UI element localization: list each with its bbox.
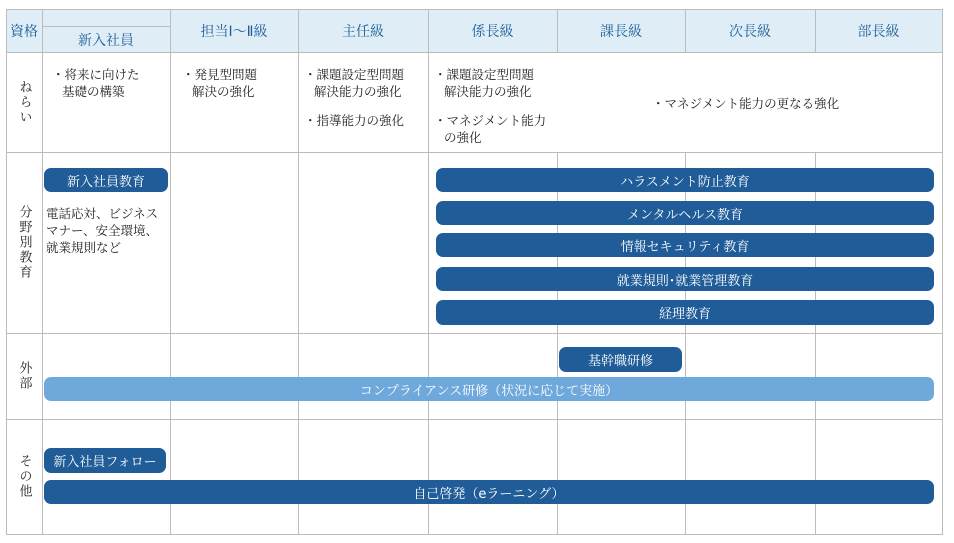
shinnyu-kyoiku-desc xyxy=(46,205,158,256)
grid-vline xyxy=(428,9,429,535)
grid-vline xyxy=(170,9,171,535)
header-shunin: 主任級 xyxy=(342,23,384,40)
header-bucho: 部長級 xyxy=(857,23,900,40)
nerai-shunin-2: ・指導能力の強化 xyxy=(304,113,405,128)
info-security-bar: 情報セキュリティ教育 xyxy=(436,233,934,257)
shinnyu-header-white-top xyxy=(42,9,170,26)
nerai-shunin-1 xyxy=(304,66,404,100)
grid-vline xyxy=(557,9,558,52)
nerai-tanto-line2: 解決の強化 xyxy=(192,84,255,99)
grid-hline xyxy=(6,534,943,535)
nerai-kakari-1-line2: 解決能力の強化 xyxy=(444,84,532,99)
row-label-nerai: ねらい xyxy=(16,79,32,125)
nerai-kakari-2 xyxy=(434,112,546,146)
shinnyu-desc-line3: 就業規則など xyxy=(46,240,122,255)
compliance-bar: コンプライアンス研修（状況に応じて実施） xyxy=(44,377,934,401)
nerai-tanto xyxy=(182,66,257,100)
grid-vline xyxy=(815,9,816,52)
grid-hline xyxy=(6,152,943,153)
grid-hline xyxy=(6,9,943,10)
header-kakari: 係長級 xyxy=(471,23,514,40)
header-shikaku: 資格 xyxy=(10,23,38,40)
header-jicho: 次長級 xyxy=(729,23,771,40)
nerai-shunin-1-line2: 解決能力の強化 xyxy=(314,84,402,99)
nerai-shunin-1-line1: ・課題設定型問題 xyxy=(304,67,405,82)
shinnyu-kyoiku-bar: 新入社員教育 xyxy=(44,168,168,192)
grid-vline xyxy=(685,9,686,52)
self-development-bar: 自己啓発（eラーニング） xyxy=(44,480,934,504)
nerai-tanto-line1: ・発見型問題 xyxy=(182,67,258,82)
grid-vline xyxy=(42,9,43,535)
shinnyu-follow-bar: 新入社員フォロー xyxy=(44,448,166,473)
shinnyu-desc-line2: マナー、安全環境、 xyxy=(46,223,159,238)
header-tanto: 担当Ⅰ～Ⅱ級 xyxy=(200,23,268,40)
grid-vline xyxy=(298,9,299,535)
work-rules-bar: 就業規則･就業管理教育 xyxy=(436,267,934,291)
nerai-kakari-2-line1: ・マネジメント能力 xyxy=(434,113,547,128)
grid-hline xyxy=(6,419,943,420)
nerai-shinnyu-line1: ・将来に向けた xyxy=(52,67,140,82)
header-kacho: 課長級 xyxy=(600,23,642,40)
mental-health-bar: メンタルヘルス教育 xyxy=(436,201,934,225)
header-shinnyu: 新入社員 xyxy=(78,32,134,49)
kikan-kenshu-bar: 基幹職研修 xyxy=(559,347,682,372)
nerai-shinnyu xyxy=(52,66,140,100)
nerai-kakari-1 xyxy=(434,66,534,100)
shinnyu-desc-line1: 電話応対、ビジネス xyxy=(46,206,159,221)
grid-vline xyxy=(942,9,943,535)
accounting-bar: 経理教育 xyxy=(436,300,934,325)
grid-hline xyxy=(42,26,170,27)
row-label-bunya: 分野別教育 xyxy=(16,205,32,280)
nerai-kakari-2-line2: の強化 xyxy=(444,130,482,145)
grid-hline xyxy=(6,333,943,334)
nerai-upper: ・マネジメント能力の更なる強化 xyxy=(652,96,840,111)
harassment-bar: ハラスメント防止教育 xyxy=(436,168,934,192)
nerai-shinnyu-line2: 基礎の構築 xyxy=(62,84,125,99)
grid-hline xyxy=(6,52,943,53)
row-label-gaibu: 外部 xyxy=(16,361,32,391)
row-label-sonota: その他 xyxy=(16,454,32,499)
nerai-kakari-1-line1: ・課題設定型問題 xyxy=(434,67,535,82)
